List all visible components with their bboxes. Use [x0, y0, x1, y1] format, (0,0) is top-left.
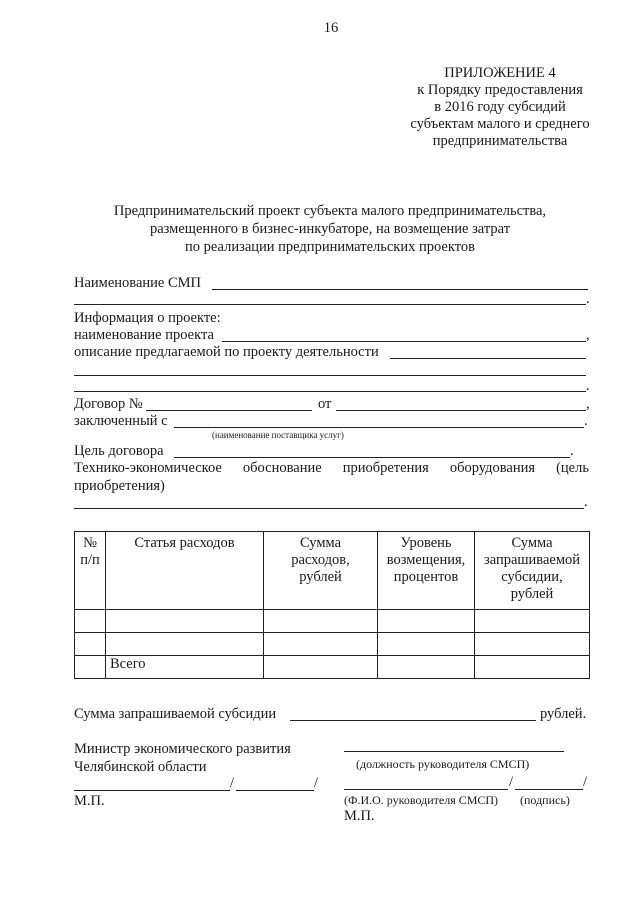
supplier-hint: (наименование поставщика услуг)	[212, 430, 344, 440]
contract-label: Договор №	[74, 396, 143, 412]
smsp-name-hint: (Ф.И.О. руководителя СМСП)	[344, 793, 499, 807]
table-cell[interactable]	[264, 633, 378, 656]
header-expense-amount: Сумма расходов, рублей	[264, 532, 378, 610]
period: .	[586, 291, 590, 307]
table-cell[interactable]	[75, 656, 106, 679]
appendix-line: в 2016 году субсидий	[434, 99, 566, 115]
expenses-table	[74, 531, 590, 679]
supplier-field[interactable]	[174, 427, 584, 428]
header-requested-subsidy: Сумма запрашиваемой субсидии, рублей	[475, 532, 590, 610]
subsidy-sum-label: Сумма запрашиваемой субсидии	[74, 706, 277, 722]
feasibility-word: (цель	[556, 460, 589, 476]
comma: ,	[586, 396, 590, 412]
table-cell[interactable]	[378, 633, 475, 656]
activity-field-cont-1[interactable]	[74, 375, 586, 376]
subsidy-sum-field[interactable]	[290, 720, 536, 721]
page-number: 16	[323, 20, 339, 36]
project-info-label: Информация о проекте:	[74, 310, 221, 326]
minister-signature-field[interactable]	[236, 790, 314, 791]
appendix-line: субъектам малого и среднего	[410, 116, 590, 132]
table-cell[interactable]	[106, 610, 264, 633]
contract-date-field[interactable]	[336, 410, 586, 411]
table-header-row	[75, 532, 590, 610]
purpose-field[interactable]	[174, 457, 570, 458]
comma: ,	[586, 327, 590, 343]
stamp-label-2: М.П.	[344, 808, 375, 824]
table-cell[interactable]	[75, 633, 106, 656]
smp-name-field-cont[interactable]	[74, 304, 586, 305]
activity-label: описание предлагаемой по проекту деятельности	[74, 344, 379, 360]
period: .	[584, 494, 588, 510]
smsp-sign-hint: (подпись)	[520, 793, 570, 807]
slash: /	[230, 775, 235, 791]
table-cell[interactable]	[475, 656, 590, 679]
period: .	[586, 378, 590, 394]
smsp-position-field[interactable]	[344, 751, 564, 752]
slash: /	[509, 774, 514, 790]
table-row	[75, 633, 590, 656]
activity-field[interactable]	[390, 358, 586, 359]
feasibility-word: Технико-экономическое	[74, 460, 222, 476]
table-row	[75, 610, 590, 633]
table-cell[interactable]	[264, 656, 378, 679]
appendix-line: предпринимательства	[432, 133, 568, 149]
table-total-row	[75, 656, 590, 679]
table-cell[interactable]	[75, 610, 106, 633]
title-line: Предпринимательский проект субъекта малого предпринимательства,	[113, 203, 547, 219]
header-reimbursement-level: Уровень возмещения, процентов	[378, 532, 475, 610]
table-cell[interactable]	[378, 610, 475, 633]
table-cell[interactable]	[264, 610, 378, 633]
header-expense-item: Статья расходов	[106, 532, 264, 610]
period: .	[570, 443, 574, 459]
concluded-label: заключенный с	[74, 413, 168, 429]
contract-number-field[interactable]	[146, 410, 312, 411]
appendix-header	[396, 65, 604, 150]
appendix-line: ПРИЛОЖЕНИЕ 4	[444, 65, 556, 81]
slash: /	[314, 775, 319, 791]
feasibility-line-2: приобретения)	[74, 478, 165, 494]
table-cell[interactable]	[106, 633, 264, 656]
feasibility-word: оборудования	[449, 460, 536, 476]
header-number: № п/п	[75, 532, 106, 610]
purpose-label: Цель договора	[74, 443, 164, 459]
subsidy-sum-unit: рублей.	[540, 706, 587, 722]
smsp-signature-field[interactable]	[515, 789, 583, 790]
smsp-name-field[interactable]	[344, 789, 508, 790]
table-cell[interactable]	[378, 656, 475, 679]
title-line: размещенного в бизнес-инкубаторе, на возмещение затрат	[149, 221, 511, 237]
minister-name-field[interactable]	[74, 790, 230, 791]
feasibility-line	[74, 460, 589, 476]
minister-region: Челябинской области	[74, 759, 207, 775]
smp-name-label: Наименование СМП	[74, 275, 201, 291]
minister-title: Министр экономического развития	[74, 741, 291, 757]
activity-field-cont-2[interactable]	[74, 391, 586, 392]
project-name-label: наименование проекта	[74, 327, 214, 343]
document-title	[60, 202, 600, 256]
period: .	[584, 413, 588, 429]
table-cell[interactable]	[475, 610, 590, 633]
title-line: по реализации предпринимательских проектов	[185, 239, 475, 255]
smp-name-field[interactable]	[212, 289, 588, 290]
feasibility-word: обоснование	[242, 460, 322, 476]
table-cell[interactable]	[475, 633, 590, 656]
from-label: от	[318, 396, 332, 412]
feasibility-word: приобретения	[342, 460, 429, 476]
slash: /	[583, 774, 588, 790]
project-name-field[interactable]	[222, 341, 586, 342]
appendix-line: к Порядку предоставления	[417, 82, 583, 98]
feasibility-field[interactable]	[74, 508, 584, 509]
total-label: Всего	[106, 656, 264, 679]
smsp-position-hint: (должность руководителя СМСП)	[356, 757, 530, 771]
stamp-label: М.П.	[74, 793, 105, 809]
